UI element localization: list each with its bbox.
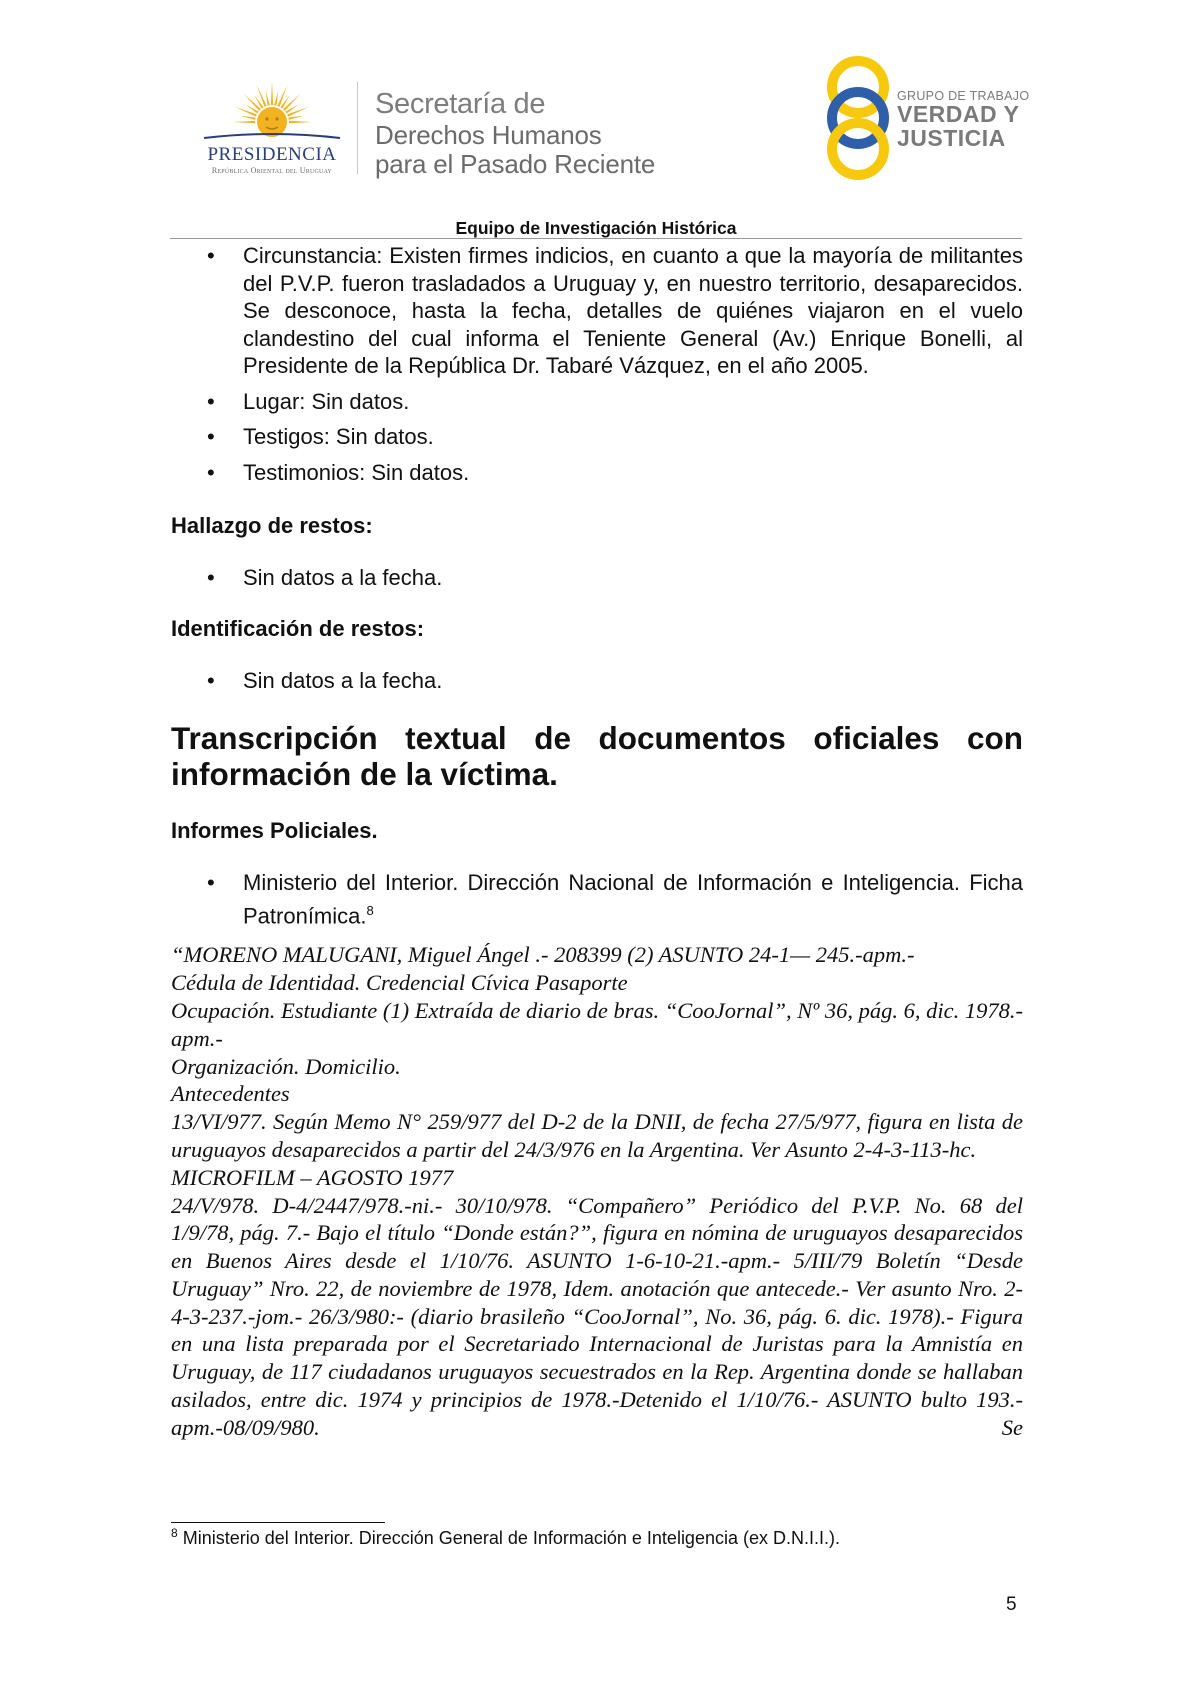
- list-item-text: Lugar: Sin datos.: [243, 388, 410, 414]
- presidencia-label: PRESIDENCIA: [207, 144, 337, 165]
- secretaria-logo-text: [375, 88, 705, 179]
- document-body: [171, 242, 1023, 1442]
- list-item-text: Sin datos a la fecha.: [243, 565, 443, 590]
- transcript-line: Organización. Domicilio.: [171, 1053, 401, 1079]
- list-item: • Circunstancia: Existen firmes indicios, en cuanto a que la mayoría de militantes del P.V.P. fueron trasladados a Uruguay y, en nuestro territorio, desaparecidos. Se desconoce, hasta la fecha, detalles de quiénes viajaron en el vuelo clandestino del cual informa el Teniente General (Av.) Enrique Bonelli, al Presidente de la República Dr. Tabaré Vázquez, en el año 2005.: [207, 243, 1023, 378]
- secretaria-line-2: Derechos Humanos: [375, 120, 602, 150]
- presidencia-logo: [196, 78, 356, 178]
- footnote-reference[interactable]: 8: [366, 902, 374, 918]
- list-item: • Ministerio del Interior. Dirección Nacional de Información e Inteligencia. Ficha Patronímica.$^8$: [207, 870, 1023, 928]
- list-item: • Testigos: Sin datos.: [207, 424, 434, 449]
- transcript-line: Ocupación. Estudiante (1) Extraída de diario de bras. “CooJornal”, Nº 36, pág. 6, dic. 1978.- apm.-: [171, 997, 1023, 1051]
- list-item: • Sin datos a la fecha.: [207, 667, 443, 693]
- transcript-line: MICROFILM – AGOSTO 1977: [171, 1164, 454, 1190]
- transcript-line: 24/V/978. D-4/2447/978.-ni.- 30/10/978. “Compañero” Periódico del P.V.P. No. 68 del 1/9/78, pág. 7.- Bajo el título “Donde están?”, figura en nómina de uruguayos desaparecidos en Buenos Aires desde el 1/10/76. ASUNTO 1-6-10-21.-apm.- 5/III/79 Boletín “Desde Uruguay” Nro. 22, de noviembre de 1978, Idem. anotación que antecede.- Ver asunto Nro. 2-4-3-237.-jom.- 26/3/980:- (diario brasileño “CooJornal”, No. 36, pág. 6. dic. 1978).- Figura en una lista preparada por el Secretariado Internacional de Juristas para la Amnistía en Uruguay, de 117 ciudadanos uruguayos secuestrados en la Rep. Argentina donde se hallaban asilados, entre dic. 1974 y principios de 1978.-Detenido el 1/10/76.- ASUNTO bulto 193.-apm.-08/09/980. Se: [171, 1192, 1023, 1440]
- list-item-text: Sin datos a la fecha.: [243, 667, 443, 693]
- transcript-line: Antecedentes: [171, 1081, 290, 1107]
- transcript-line: Cédula de Identidad. Credencial Cívica Pasaporte: [171, 970, 628, 996]
- sun-emblem-icon: [196, 78, 348, 144]
- hallazgo-list: [171, 564, 1023, 592]
- informes-heading: Informes Policiales.: [171, 818, 378, 843]
- identificacion-list: [171, 667, 1023, 695]
- informes-list: [171, 869, 1023, 929]
- transcript-line: 13/VI/977. Según Memo N° 259/977 del D-2 de la DNII, de fecha 27/5/977, figura en lista de uruguayos desaparecidos a partir del 24/3/976 en la Argentina. Ver Asunto 2-4-3-113-hc.: [171, 1109, 1023, 1162]
- footnote-rule: [171, 1522, 385, 1523]
- secretaria-line-1: Secretaría de: [375, 88, 546, 120]
- transcript-line: “MORENO MALUGANI, Miguel Ángel .- 208399 (2) ASUNTO 24-1— 245.-apm.-: [171, 942, 915, 968]
- section-title: Transcripción textual de documentos oficiales con información de la víctima.: [171, 720, 1023, 792]
- circumstances-list: [171, 242, 1023, 486]
- list-item: • Testimonios: Sin datos.: [207, 459, 470, 485]
- verdad-justicia-rings-icon: [818, 56, 898, 180]
- gt-label-line-1: GRUPO DE TRABAJO: [897, 89, 1030, 103]
- team-heading: Equipo de Investigación Histórica: [455, 218, 737, 238]
- header-divider: [357, 82, 358, 174]
- gt-label-line-3: JUSTICIA: [897, 125, 1006, 151]
- page-number: 5: [1006, 1594, 1017, 1615]
- gt-label-line-2: VERDAD Y: [897, 101, 1020, 127]
- list-item-text: Circunstancia: Existen firmes indicios, en cuanto a que la mayoría de militantes del P.V.P. fueron trasladados a Uruguay y, en nuestro territorio, desaparecidos. Se desconoce, hasta la fecha, detalles de quiénes viajaron en el vuelo clandestino del cual informa el Teniente General (Av.) Enrique Bonelli, al Presidente de la República Dr. Tabaré Vázquez, en el año 2005.: [243, 243, 1023, 378]
- list-item: • Lugar: Sin datos.: [207, 388, 410, 414]
- secretaria-line-3: para el Pasado Reciente: [375, 149, 656, 179]
- identificacion-heading: Identificación de restos:: [171, 615, 425, 641]
- presidencia-subtitle: República Oriental del Uruguay: [211, 166, 333, 175]
- list-item-text: Ministerio del Interior. Dirección Nacional de Información e Inteligencia. Ficha Patronímica.: [243, 870, 1023, 928]
- list-item: • Sin datos a la fecha.: [207, 565, 443, 590]
- footnote-text: Ministerio del Interior. Dirección General de Información e Inteligencia (ex D.N.I.I.).: [182, 1528, 840, 1548]
- list-item-text: Testimonios: Sin datos.: [243, 459, 470, 485]
- footnote: [171, 1526, 840, 1549]
- list-item-text: Testigos: Sin datos.: [243, 424, 434, 449]
- header-rule: [170, 238, 1022, 239]
- transcript-block: [171, 941, 1023, 1441]
- footnote-number: 8: [171, 1526, 178, 1540]
- hallazgo-heading: Hallazgo de restos:: [171, 513, 373, 538]
